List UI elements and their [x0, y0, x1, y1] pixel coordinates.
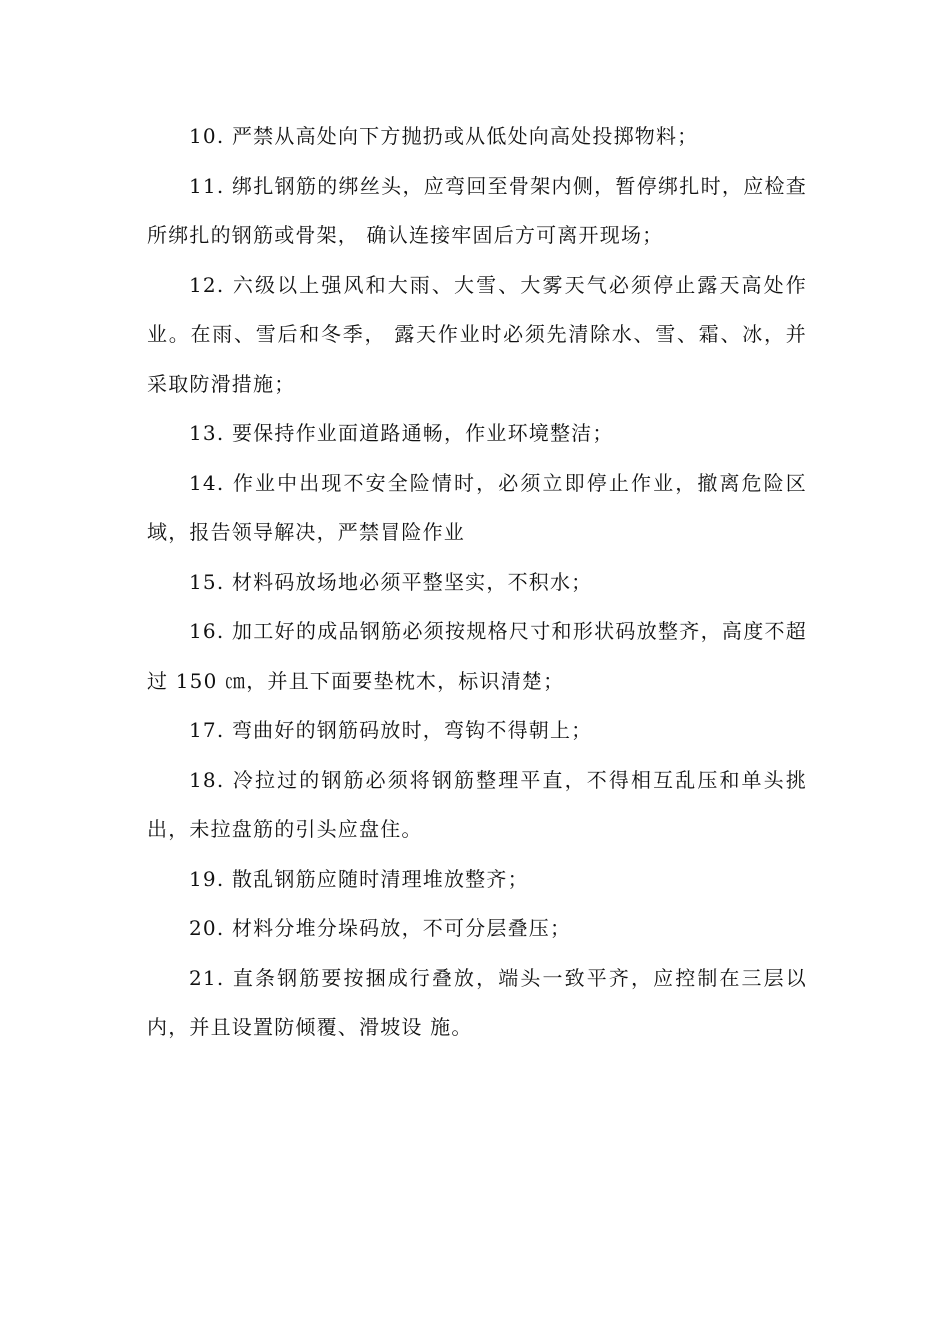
document-body: [147, 112, 807, 1053]
list-item-12: 12. 六级以上强风和大雨、大雪、大雾天气必须停止露天高处作业。在雨、雪后和冬季， 露天作业时必须先清除水、雪、霜、冰，并采取防滑措施；: [147, 272, 807, 396]
list-item-20: 20. 材料分堆分垛码放，不可分层叠压；: [189, 916, 572, 940]
list-item-15: 15. 材料码放场地必须平整坚实，不积水；: [189, 569, 593, 594]
list-item-17: 17. 弯曲好的钢筋码放时，弯钩不得朝上；: [189, 718, 593, 742]
list-item-19: 19. 散乱钢筋应随时清理堆放整齐；: [189, 866, 529, 891]
list-item-16: 16. 加工好的成品钢筋必须按规格尺寸和形状码放整齐，高度不超过 150 ㎝，并且下面要垫枕木，标识清楚；: [147, 619, 807, 693]
list-item-14: 14. 作业中出现不安全险情时，必须立即停止作业，撤离危险区域，报告领导解决，严禁冒险作业: [147, 470, 807, 544]
list-item-10: 10. 严禁从高处向下方抛扔或从低处向高处投掷物料；: [189, 124, 699, 148]
list-item-21: 21. 直条钢筋要按捆成行叠放，端头一致平齐，应控制在三层以内，并且设置防倾覆、滑坡设 施。: [147, 965, 807, 1039]
list-item-11: 11. 绑扎钢筋的绑丝头，应弯回至骨架内侧，暂停绑扎时，应检查所绑扎的钢筋或骨架， 确认连接牢固后方可离开现场；: [147, 173, 807, 247]
list-item-18: 18. 冷拉过的钢筋必须将钢筋整理平直，不得相互乱压和单头挑出，未拉盘筋的引头应盘住。: [147, 767, 807, 841]
list-item-13: 13. 要保持作业面道路通畅，作业环境整洁；: [189, 421, 614, 445]
